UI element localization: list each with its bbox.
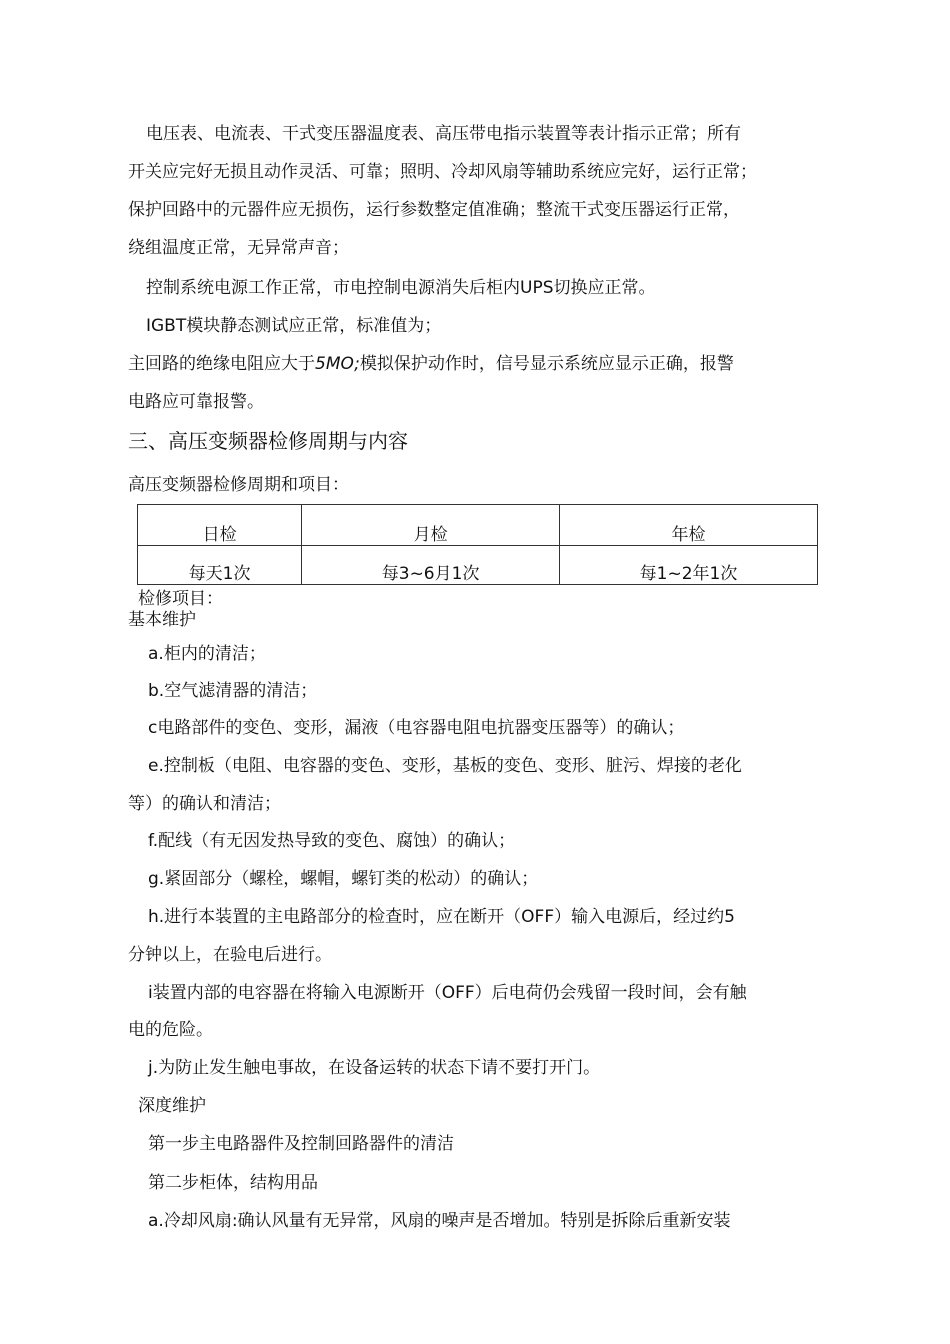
list-item: b.空气滤清器的清洁； (148, 681, 318, 701)
paragraph-line: 电压表、电流表、干式变压器温度表、高压带电指示装置等表计指示正常；所有 (146, 124, 741, 144)
list-item: 分钟以上，在验电后进行。 (128, 945, 332, 965)
items-label: 检修项目： (138, 589, 223, 609)
list-item: i装置内部的电容器在将输入电源断开（OFF）后电荷仍会残留一段时间，会有触 (148, 983, 747, 1003)
value-cell-monthly: 每3~6月1次 (302, 546, 560, 585)
basic-maintenance-title: 基本维护 (128, 610, 196, 630)
list-item: h.进行本装置的主电路部分的检查时，应在断开（OFF）输入电源后，经过约5 (148, 907, 735, 927)
paragraph-line: IGBT模块静态测试应正常，标准值为； (146, 316, 442, 336)
table-row (138, 546, 818, 585)
value-cell-yearly: 每1~2年1次 (560, 546, 818, 585)
list-item: f.配线（有无因发热导致的变色、腐蚀）的确认； (148, 831, 516, 851)
header-cell-monthly: 月检 (302, 505, 560, 546)
paragraph-line (128, 352, 734, 376)
header-cell-daily: 日检 (138, 505, 302, 546)
deep-step: a.冷却风扇:确认风量有无异常，风扇的噪声是否增加。特别是拆除后重新安装 (148, 1211, 731, 1231)
paragraph-line: 电路应可靠报警。 (128, 392, 264, 412)
deep-step: 第二步柜体，结构用品 (148, 1173, 318, 1193)
paragraph-line: 开关应完好无损且动作灵活、可靠；照明、冷却风扇等辅助系统应完好，运行正常； (128, 162, 757, 182)
insulation-text: 主回路的绝缘电阻应大于 (128, 354, 315, 374)
insulation-value: 5MO; (315, 354, 360, 374)
table-header-row (138, 505, 818, 546)
section-title: 三、高压变频器检修周期与内容 (128, 429, 408, 453)
list-item: 电的危险。 (128, 1020, 213, 1040)
list-item: e.控制板（电阻、电容器的变色、变形，基板的变色、变形、脏污、焊接的老化 (148, 756, 742, 776)
table-caption: 高压变频器检修周期和项目： (128, 475, 349, 495)
list-item: c电路部件的变色、变形，漏液（电容器电阻电抗器变压器等）的确认； (148, 718, 685, 738)
deep-maintenance-title: 深度维护 (138, 1096, 206, 1116)
paragraph-line: 保护回路中的元器件应无损伤，运行参数整定值准确；整流干式变压器运行正常， (128, 200, 740, 220)
list-item: a.柜内的清洁； (148, 644, 266, 664)
list-item: g.紧固部分（螺栓，螺帽，螺钉类的松动）的确认； (148, 869, 539, 889)
header-cell-yearly: 年检 (560, 505, 818, 546)
value-cell-daily: 每天1次 (138, 546, 302, 585)
list-item: 等）的确认和清洁； (128, 794, 281, 814)
paragraph-line: 绕组温度正常，无异常声音； (128, 238, 349, 258)
deep-step: 第一步主电路器件及控制回路器件的清洁 (148, 1134, 454, 1154)
schedule-table (137, 504, 818, 585)
paragraph-line: 控制系统电源工作正常，市电控制电源消失后柜内UPS切换应正常。 (146, 278, 656, 298)
list-item: j.为防止发生触电事故，在设备运转的状态下请不要打开门。 (148, 1058, 601, 1078)
insulation-text-cont: 模拟保护动作时，信号显示系统应显示正确，报警 (359, 354, 734, 374)
